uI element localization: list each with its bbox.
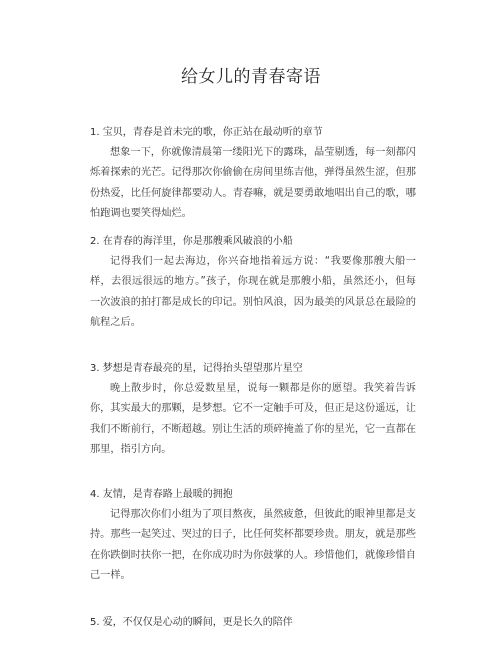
section-body: 记得我们一起去海边，你兴奋地指着远方说：“我要像那艘大船一样，去很远很远的地方。”孩子，你现在就是那艘小船，虽然还小，但每一次波浪的拍打都是成长的印记。别怕风浪，因为最美的风景总在最险的航程之后。 <box>90 256 416 329</box>
section-4 <box>90 488 416 587</box>
section-heading: 4. 友情，是青春路上最暖的拥抱 <box>90 489 233 500</box>
section-heading: 3. 梦想是青春最亮的星，记得抬头望望那片星空 <box>90 363 303 374</box>
section-heading: 5. 爱，不仅仅是心动的瞬间，更是长久的陪伴 <box>90 617 293 628</box>
section-3 <box>90 362 416 461</box>
section-body: 记得那次你们小组为了项目熬夜，虽然疲惫，但彼此的眼神里都是支持。那些一起笑过、哭过的日子，比任何奖杯都要珍贵。朋友，就是那些在你跌倒时扶你一把，在你成功时为你鼓掌的人。珍惜他们，就像珍惜自己一样。 <box>90 509 416 582</box>
page-title: 给女儿的青春寄语 <box>181 67 321 87</box>
section-heading: 2. 在青春的海洋里，你是那艘乘风破浪的小船 <box>90 236 293 247</box>
section-5 <box>90 616 416 630</box>
section-heading: 1. 宝贝，青春是首未完的歌，你正站在最动听的章节 <box>90 127 323 138</box>
section-1 <box>90 126 416 225</box>
section-body: 晚上散步时，你总爱数星星，说每一颗都是你的愿望。我笑着告诉你，其实最大的那颗，是梦想。它不一定触手可及，但正是这份遥远，让我们不断前行，不断超越。别让生活的琐碎掩盖了你的星光，它一直都在那里，指引方向。 <box>90 383 416 456</box>
section-body: 想象一下，你就像清晨第一缕阳光下的露珠，晶莹剔透，每一刻都闪烁着探索的光芒。记得那次你偷偷在房间里练吉他，弹得虽然生涩，但那份热爱，比任何旋律都要动人。青春嘛，就是要勇敢地唱出自己的歌，哪怕跑调也要笑得灿烂。 <box>90 147 416 220</box>
section-2 <box>90 235 416 334</box>
